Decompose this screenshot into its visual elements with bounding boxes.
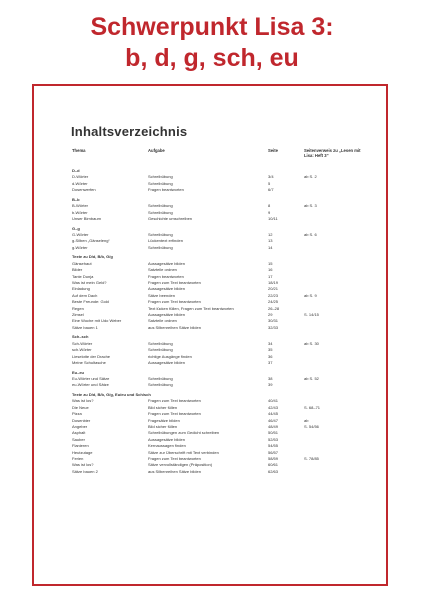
- toc-cell-aufgabe: Fragesätze bilden: [148, 417, 180, 423]
- toc-cell-thema: d-Wörter: [72, 180, 88, 186]
- toc-section-heading: [34, 254, 386, 260]
- toc-section-heading: [34, 226, 386, 232]
- toc-cell-aufgabe: Kernaussagen finden: [148, 443, 186, 449]
- toc-cell-thema: Eu–eu: [72, 369, 85, 375]
- toc-cell-thema: Einladung: [72, 286, 90, 292]
- toc-cell-thema: Beste Freunde: Gold: [72, 299, 109, 305]
- toc-cell-verweis: ab S. 30: [304, 340, 319, 346]
- toc-row: [34, 280, 386, 286]
- toc-cell-seite: 15: [268, 260, 273, 266]
- toc-cell-thema: Flanieren: [72, 443, 89, 449]
- toc-cell-aufgabe: Schreibübungen zum Gedicht schreiben: [148, 430, 220, 436]
- toc-cell-seite: 36: [268, 353, 273, 359]
- toc-cell-aufgabe: Satzteile ordnen: [148, 318, 177, 324]
- toc-cell-seite: 9: [268, 209, 271, 215]
- toc-cell-seite: 50/51: [268, 430, 279, 436]
- toc-cell-seite: 24/25: [268, 299, 279, 305]
- toc-cell-thema: G–g: [72, 225, 80, 231]
- toc-cell-thema: Meine Schultasche: [72, 360, 106, 365]
- toc-cell-thema: Heutzutage: [72, 449, 93, 455]
- toc-cell-thema: Gänsehaut: [72, 260, 92, 266]
- toc-cell-aufgabe: Fragen beantworten: [148, 273, 184, 279]
- toc-cell-thema: D–d: [72, 168, 80, 173]
- toc-cell-seite: 16: [268, 267, 273, 273]
- toc-row: [34, 469, 386, 475]
- toc-cell-thema: Was ist los?: [72, 462, 94, 468]
- toc-row: [34, 232, 386, 238]
- toc-cell-aufgabe: Sätze vervollständigen (Präposition): [148, 462, 213, 468]
- toc-row: [34, 456, 386, 462]
- toc-row: [34, 312, 386, 318]
- toc-cell-verweis: S. 54/56: [304, 424, 319, 429]
- toc-row: [34, 411, 386, 417]
- toc-cell-aufgabe: Fragen zum Text beantworten: [148, 280, 201, 285]
- toc-cell-thema: B-Wörter: [72, 203, 88, 209]
- toc-cell-thema: Was ist los?: [72, 398, 94, 404]
- toc-cell-seite: 6/7: [268, 187, 274, 193]
- toc-cell-seite: 10/11: [268, 216, 278, 221]
- toc-cell-thema: G-Wörter: [72, 232, 89, 237]
- toc-cell-seite: 12: [268, 232, 273, 237]
- toc-row: [34, 347, 386, 353]
- toc-cell-verweis: ab S. 9: [304, 292, 317, 298]
- toc-cell-thema: Sch–sch: [72, 334, 89, 340]
- toc-cell-thema: Sauber: [72, 436, 85, 442]
- toc-section-heading: [34, 370, 386, 376]
- toc-cell-thema: Texte zu D/d, B/b, G/g, Eu/eu und Sch/sch: [72, 392, 151, 397]
- toc-cell-aufgabe: aus Silbenreihen Sätze bilden: [148, 468, 201, 474]
- toc-cell-thema: Pizza: [72, 411, 82, 417]
- toc-row: [34, 462, 386, 468]
- toc-cell-thema: Eine Woche mit Udo Weber: [72, 318, 122, 324]
- toc-row: [34, 325, 386, 331]
- toc-cell-seite: 46/47: [268, 417, 279, 423]
- toc-cell-thema: Zimsel: [72, 312, 84, 317]
- document-frame: [32, 84, 388, 586]
- toc-row: [34, 318, 386, 324]
- toc-cell-thema: Auf dem Dach: [72, 292, 98, 298]
- toc-row: [34, 398, 386, 404]
- toc-cell-verweis: S. 78/85: [304, 456, 319, 461]
- toc-row: [34, 286, 386, 292]
- toc-cell-aufgabe: Schreibübung: [148, 232, 173, 237]
- toc-cell-aufgabe: Bild sicher füllen: [148, 424, 178, 429]
- toc-cell-seite: 22/23: [268, 292, 279, 298]
- toc-row: [34, 424, 386, 430]
- toc-cell-verweis: ab S. 6: [304, 232, 317, 237]
- toc-cell-thema: Dosenwerfen: [72, 187, 96, 193]
- toc-cell-aufgabe: Schreibübung: [148, 203, 173, 209]
- toc-row: [34, 299, 386, 305]
- toc-cell-seite: 58/59: [268, 456, 279, 461]
- toc-cell-aufgabe: Schreibübung: [148, 244, 173, 250]
- toc-cell-aufgabe: Schreibübung: [148, 180, 173, 186]
- toc-section-heading: [34, 197, 386, 203]
- toc-row: [34, 274, 386, 280]
- toc-cell-thema: Dosenbier: [72, 417, 91, 423]
- toc-cell-aufgabe: Text lücken füllen, Fragen zum Text beantworten: [148, 305, 234, 311]
- toc-cell-seite: 54/55: [268, 443, 279, 449]
- toc-cell-aufgabe: Aussagesätze bilden: [148, 360, 185, 365]
- toc-cell-seite: 60/61: [268, 462, 279, 468]
- toc-section-heading: [34, 334, 386, 340]
- toc-cell-verweis: ab S. 52: [304, 376, 319, 381]
- toc-cell-aufgabe: Fragen zum Text beantworten: [148, 411, 201, 417]
- toc-row: [34, 360, 386, 366]
- toc-cell-seite: 30/31: [268, 318, 279, 324]
- toc-cell-aufgabe: Schreibübung: [148, 174, 173, 180]
- toc-cell-aufgabe: Lückentext erfinden: [148, 238, 183, 244]
- toc-row: [34, 187, 386, 193]
- toc-cell-seite: 3/4: [268, 174, 274, 180]
- toc-cell-thema: b-Wörter: [72, 209, 88, 215]
- toc-cell-seite: 35: [268, 347, 273, 353]
- toc-section-heading: [34, 392, 386, 398]
- toc-cell-aufgabe: Aussagesätze bilden: [148, 286, 185, 292]
- toc-cell-aufgabe: Aussagesätze bilden: [148, 436, 185, 442]
- toc-row: [34, 443, 386, 449]
- toc-cell-seite: 62/63: [268, 468, 279, 474]
- toc-row: [34, 418, 386, 424]
- toc-cell-seite: 14: [268, 244, 273, 250]
- toc-cell-thema: D-Wörter: [72, 174, 89, 180]
- toc-cell-thema: Sätze bauen 1: [72, 324, 98, 330]
- toc-cell-aufgabe: Fragen beantworten: [148, 187, 184, 193]
- toc-cell-thema: Lieselotte der Drache: [72, 353, 111, 359]
- toc-cell-aufgabe: richtige Ausgänge finden: [148, 353, 192, 359]
- toc-cell-aufgabe: aus Silbenreihen Sätze bilden: [148, 324, 201, 330]
- toc-cell-aufgabe: Fragen zum Text beantworten: [148, 456, 201, 461]
- toc-cell-seite: 29: [268, 312, 273, 317]
- toc-cell-seite: 39: [268, 382, 273, 388]
- toc-row: [34, 261, 386, 267]
- column-header-aufgabe: Aufgabe: [148, 148, 165, 153]
- toc-cell-seite: 5: [268, 180, 271, 186]
- toc-cell-aufgabe: Satzteile ordnen: [148, 267, 177, 273]
- toc-row: [34, 405, 386, 411]
- toc-cell-aufgabe: Schreibübung: [148, 340, 173, 346]
- toc-cell-seite: 56/57: [268, 449, 279, 455]
- column-header-seite: Seite: [268, 148, 279, 153]
- toc-cell-verweis: S. 68–71: [304, 404, 321, 410]
- toc-cell-thema: Regen: [72, 305, 84, 311]
- toc-cell-seite: 20/21: [268, 286, 279, 292]
- toc-cell-thema: Texte zu D/d, B/b, G/g: [72, 254, 113, 260]
- toc-cell-aufgabe: Schreibübung: [148, 376, 173, 381]
- toc-row: [34, 437, 386, 443]
- toc-row: [34, 245, 386, 251]
- toc-cell-seite: 44/45: [268, 411, 279, 417]
- toc-cell-aufgabe: Geschichte umschreiben: [148, 216, 193, 221]
- toc-cell-aufgabe: Sätze beenden: [148, 292, 175, 298]
- toc-cell-seite: 26–28: [268, 305, 280, 311]
- toc-cell-aufgabe: Schreibübung: [148, 209, 173, 215]
- toc-cell-aufgabe: Aussagesätze bilden: [148, 312, 185, 317]
- toc-row: [34, 382, 386, 388]
- toc-cell-thema: g-Wörter: [72, 244, 88, 250]
- toc-cell-thema: Bilder: [72, 267, 83, 273]
- toc-cell-aufgabe: Fragen zum Text beantworten: [148, 398, 201, 404]
- toc-cell-seite: 32/33: [268, 324, 279, 330]
- toc-cell-seite: 38: [268, 376, 273, 381]
- toc-cell-aufgabe: Schreibübung: [148, 347, 173, 353]
- toc-cell-aufgabe: Fragen zum Text beantworten: [148, 299, 201, 305]
- toc-row: [34, 306, 386, 312]
- toc-row: [34, 238, 386, 244]
- toc-cell-thema: Die Neue: [72, 404, 89, 410]
- column-header-verweis: Seitenverweis zu „Lesen mit Lisa: Heft 3“: [304, 148, 361, 158]
- toc-row: [34, 181, 386, 187]
- toc-cell-aufgabe: Aussagesätze bilden: [148, 260, 185, 266]
- toc-cell-seite: 13: [268, 238, 273, 244]
- toc-row: [34, 293, 386, 299]
- toc-cell-thema: sch-Wörter: [72, 347, 92, 353]
- toc-cell-aufgabe: Sätze zur Überschrift mit Text verbinden: [148, 449, 219, 455]
- toc-row: [34, 341, 386, 347]
- toc-cell-thema: Angeber: [72, 424, 88, 429]
- toc-row: [34, 216, 386, 222]
- toc-cell-thema: Unser Birnbaum: [72, 216, 101, 221]
- toc-cell-verweis: ab S. 2: [304, 174, 317, 180]
- page-subtitle: b, d, g, sch, eu: [125, 44, 299, 72]
- toc-cell-seite: 37: [268, 360, 273, 365]
- toc-row: [34, 354, 386, 360]
- toc-cell-thema: Ferien: [72, 456, 84, 461]
- toc-cell-thema: Was ist mein Geld?: [72, 280, 107, 285]
- toc-cell-seite: 52/53: [268, 436, 279, 442]
- toc-cell-aufgabe: Schreibübung: [148, 382, 173, 388]
- toc-cell-seite: 17: [268, 273, 273, 279]
- toc-row: [34, 450, 386, 456]
- toc-cell-thema: g-Silben „Gänseleng“: [72, 238, 110, 244]
- toc-cell-aufgabe: Bild sicher füllen: [148, 404, 178, 410]
- toc-cell-seite: 34: [268, 340, 273, 346]
- toc-cell-thema: Tante Dunja: [72, 273, 94, 279]
- toc-cell-thema: Asphalt: [72, 430, 86, 436]
- toc-cell-seite: 48/49: [268, 424, 279, 429]
- toc-cell-seite: 18/19: [268, 280, 279, 285]
- toc-row: [34, 174, 386, 180]
- toc-row: [34, 203, 386, 209]
- toc-row: [34, 267, 386, 273]
- toc-section-heading: [34, 168, 386, 174]
- toc-heading: Inhaltsverzeichnis: [71, 124, 188, 139]
- page-title: Schwerpunkt Lisa 3:: [90, 13, 334, 41]
- toc-cell-thema: Sch-Wörter: [72, 340, 93, 346]
- toc-cell-seite: 42/43: [268, 404, 279, 410]
- toc-row: [34, 430, 386, 436]
- toc-cell-thema: Sätze bauen 2: [72, 468, 98, 474]
- toc-cell-thema: eu-Wörter und Sätze: [72, 382, 109, 388]
- toc-cell-verweis: ab: [304, 417, 309, 423]
- toc-cell-seite: 8: [268, 203, 271, 209]
- toc-cell-verweis: S. 14/15: [304, 312, 319, 317]
- toc-cell-thema: Eu-Wörter und Sätze: [72, 376, 110, 381]
- toc-cell-thema: B–b: [72, 196, 80, 202]
- toc-row: [34, 210, 386, 216]
- toc-cell-seite: 40/41: [268, 398, 279, 404]
- toc-row: [34, 376, 386, 382]
- toc-cell-verweis: ab S. 3: [304, 203, 317, 209]
- column-header-thema: Thema: [72, 148, 86, 153]
